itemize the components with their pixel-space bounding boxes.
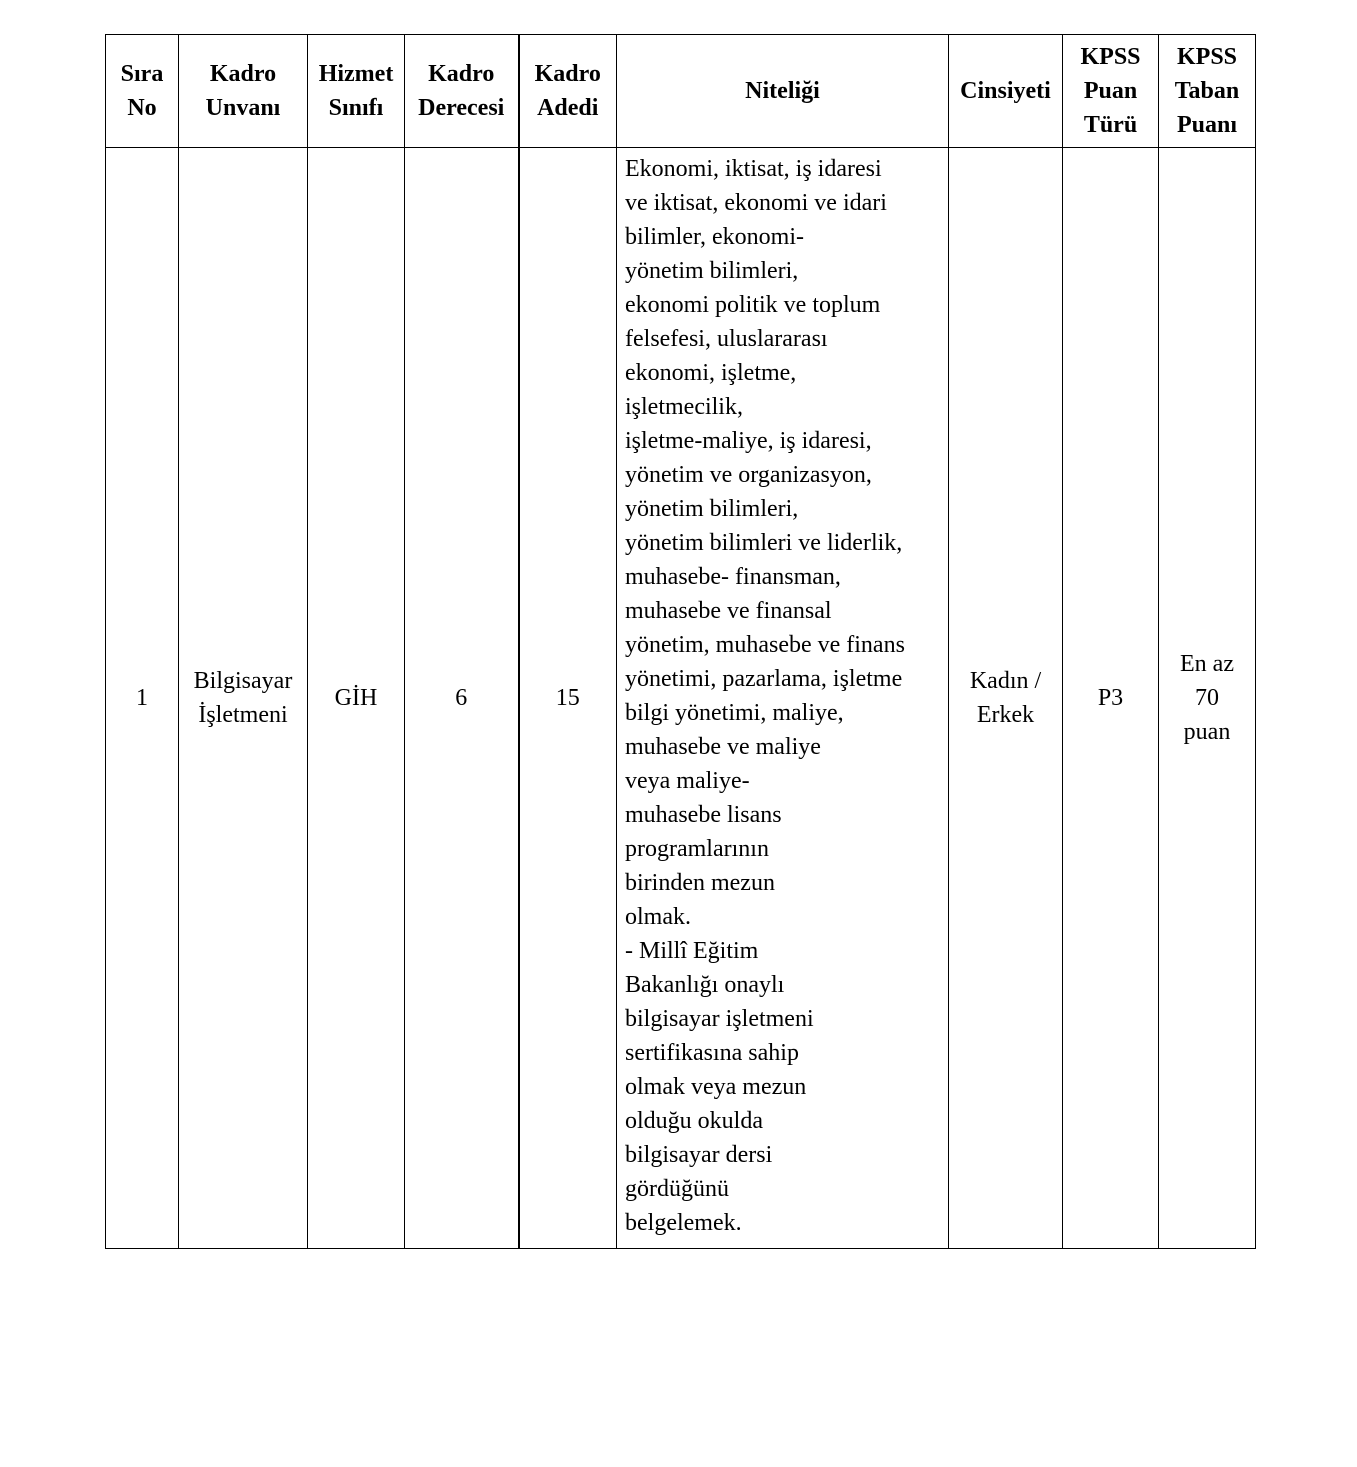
header-cinsiyeti: Cinsiyeti xyxy=(949,35,1063,148)
header-niteligi: Niteliği xyxy=(617,35,949,148)
header-kpss-taban-puani: KPSS Taban Puanı xyxy=(1159,35,1256,148)
kadro-table xyxy=(105,34,1256,1249)
cell-sira-no: 1 xyxy=(106,148,179,1249)
cell-kadro-derecesi: 6 xyxy=(405,148,519,1249)
cell-cinsiyeti: Kadın / Erkek xyxy=(949,148,1063,1249)
cell-kadro-adedi: 15 xyxy=(519,148,617,1249)
cell-kpss-taban-puani: En az 70 puan xyxy=(1159,148,1256,1249)
cell-hizmet-sinifi: GİH xyxy=(308,148,405,1249)
header-kadro-unvani: Kadro Unvanı xyxy=(179,35,308,148)
cell-kadro-unvani: Bilgisayar İşletmeni xyxy=(179,148,308,1249)
header-kadro-derecesi: Kadro Derecesi xyxy=(405,35,519,148)
header-kpss-puan-turu: KPSS Puan Türü xyxy=(1063,35,1159,148)
header-kadro-adedi: Kadro Adedi xyxy=(519,35,617,148)
header-hizmet-sinifi: Hizmet Sınıfı xyxy=(308,35,405,148)
header-row xyxy=(106,35,1256,148)
table-row xyxy=(106,148,1256,1249)
header-sira-no: Sıra No xyxy=(106,35,179,148)
cell-kpss-puan-turu: P3 xyxy=(1063,148,1159,1249)
cell-niteligi: Ekonomi, iktisat, iş idaresi ve iktisat, ekonomi ve idari bilimler, ekonomi- yönetim bilimleri, ekonomi politik ve toplum felsefesi, uluslararası ekonomi, işletme, işletmecilik, işletme-maliye, iş idaresi, yönetim ve organizasyon, yönetim bilimleri, yönetim bilimleri ve liderlik, muhasebe- finansman, muhasebe ve finansal yönetim, muhasebe ve finans yönetimi, pazarlama, işletme bilgi yönetimi, maliye, muhasebe ve maliye veya maliye- muhasebe lisans programlarının birinden mezun olmak. - Millî Eğitim Bakanlığı onaylı bilgisayar işletmeni sertifikasına sahip olmak veya mezun olduğu okulda bilgisayar dersi gördüğünü belgelemek. xyxy=(617,148,949,1249)
